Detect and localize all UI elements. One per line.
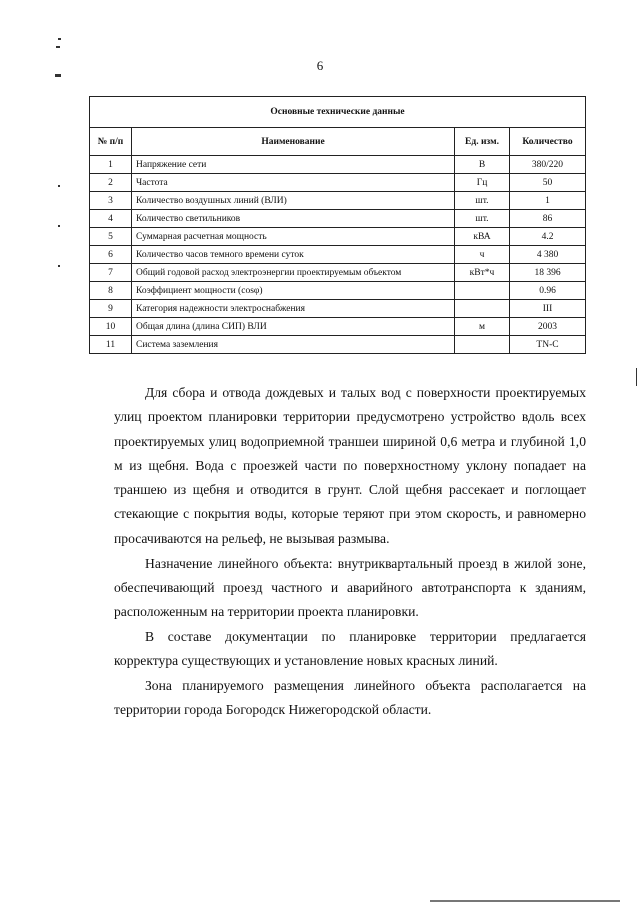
body-text [114,381,586,723]
paragraph-purpose: Назначение линейного объекта: внутриквартальный проезд в жилой зоне, обеспечивающий проезд частного и аварийного автотранспорта к зданиям, расположенным на территории проекта планировки. [114,555,586,620]
row-name: Напряжение сети [132,156,455,174]
row-name: Суммарная расчетная мощность [132,228,455,246]
scan-mark [55,74,61,77]
scan-mark [430,900,620,902]
table-row [90,264,586,282]
scan-mark [56,46,60,48]
header-name: Наименование [132,128,455,156]
row-name: Количество часов темного времени суток [132,246,455,264]
row-quantity: 1 [510,192,586,210]
scan-mark [58,265,60,267]
header-unit: Ед. изм. [455,128,510,156]
table-row [90,156,586,174]
row-unit: шт. [455,210,510,228]
row-name: Количество воздушных линий (ВЛИ) [132,192,455,210]
row-quantity: 0.96 [510,282,586,300]
table-row [90,210,586,228]
header-number: № п/п [90,128,132,156]
row-number: 2 [90,174,132,192]
row-quantity: III [510,300,586,318]
row-name: Общая длина (длина СИП) ВЛИ [132,318,455,336]
row-name: Количество светильников [132,210,455,228]
scan-mark [58,225,60,227]
table-row [90,246,586,264]
row-unit: ч [455,246,510,264]
row-unit [455,300,510,318]
table-row [90,228,586,246]
row-number: 9 [90,300,132,318]
row-quantity: 380/220 [510,156,586,174]
table-row [90,318,586,336]
table-row [90,336,586,354]
row-unit: кВт*ч [455,264,510,282]
row-unit: м [455,318,510,336]
row-unit: Гц [455,174,510,192]
row-number: 10 [90,318,132,336]
technical-data-table [89,96,585,354]
row-name: Система заземления [132,336,455,354]
table-row [90,282,586,300]
row-name: Категория надежности электроснабжения [132,300,455,318]
row-number: 5 [90,228,132,246]
table-title: Основные технические данные [90,97,586,128]
row-number: 6 [90,246,132,264]
page-number: 6 [316,58,324,73]
row-number: 3 [90,192,132,210]
header-quantity: Количество [510,128,586,156]
row-unit: кВА [455,228,510,246]
table-row [90,174,586,192]
row-unit [455,282,510,300]
table-row [90,300,586,318]
row-number: 11 [90,336,132,354]
row-name: Частота [132,174,455,192]
row-quantity: TN-C [510,336,586,354]
row-unit [455,336,510,354]
scan-mark [636,368,637,386]
row-quantity: 86 [510,210,586,228]
row-quantity: 2003 [510,318,586,336]
row-number: 7 [90,264,132,282]
scan-mark [58,185,60,187]
paragraph-drainage: Для сбора и отвода дождевых и талых вод с поверхности проектируемых улиц проектом планировки территории предусмотрено устройство вдоль всех проектируемых улиц водоприемной траншеи шириной 0,6 метра и глубиной 1,0 м из щебня. Вода с проезжей части по поверхностному уклону попадает на траншею из щебня и отводится в грунт. Слой щебня рассекает и поглощает стекающие с покрытия воды, которые теряют при этом скорость, и равномерно просачиваются на рельеф, не вызывая размыва. [114,385,586,546]
row-quantity: 4.2 [510,228,586,246]
paragraph-red-lines: В составе документации по планировке территории предлагается корректура существующих и установление новых красных линий. [114,628,586,669]
row-unit: шт. [455,192,510,210]
row-unit: В [455,156,510,174]
row-number: 1 [90,156,132,174]
row-quantity: 50 [510,174,586,192]
table-row [90,192,586,210]
row-name: Коэффициент мощности (cosφ) [132,282,455,300]
row-quantity: 4 380 [510,246,586,264]
row-name: Общий годовой расход электроэнергии проектируемым объектом [132,264,455,282]
paragraph-location: Зона планируемого размещения линейного объекта располагается на территории города Богородск Нижегородской области. [114,678,586,718]
row-number: 8 [90,282,132,300]
row-number: 4 [90,210,132,228]
scan-mark [58,38,61,40]
row-quantity: 18 396 [510,264,586,282]
